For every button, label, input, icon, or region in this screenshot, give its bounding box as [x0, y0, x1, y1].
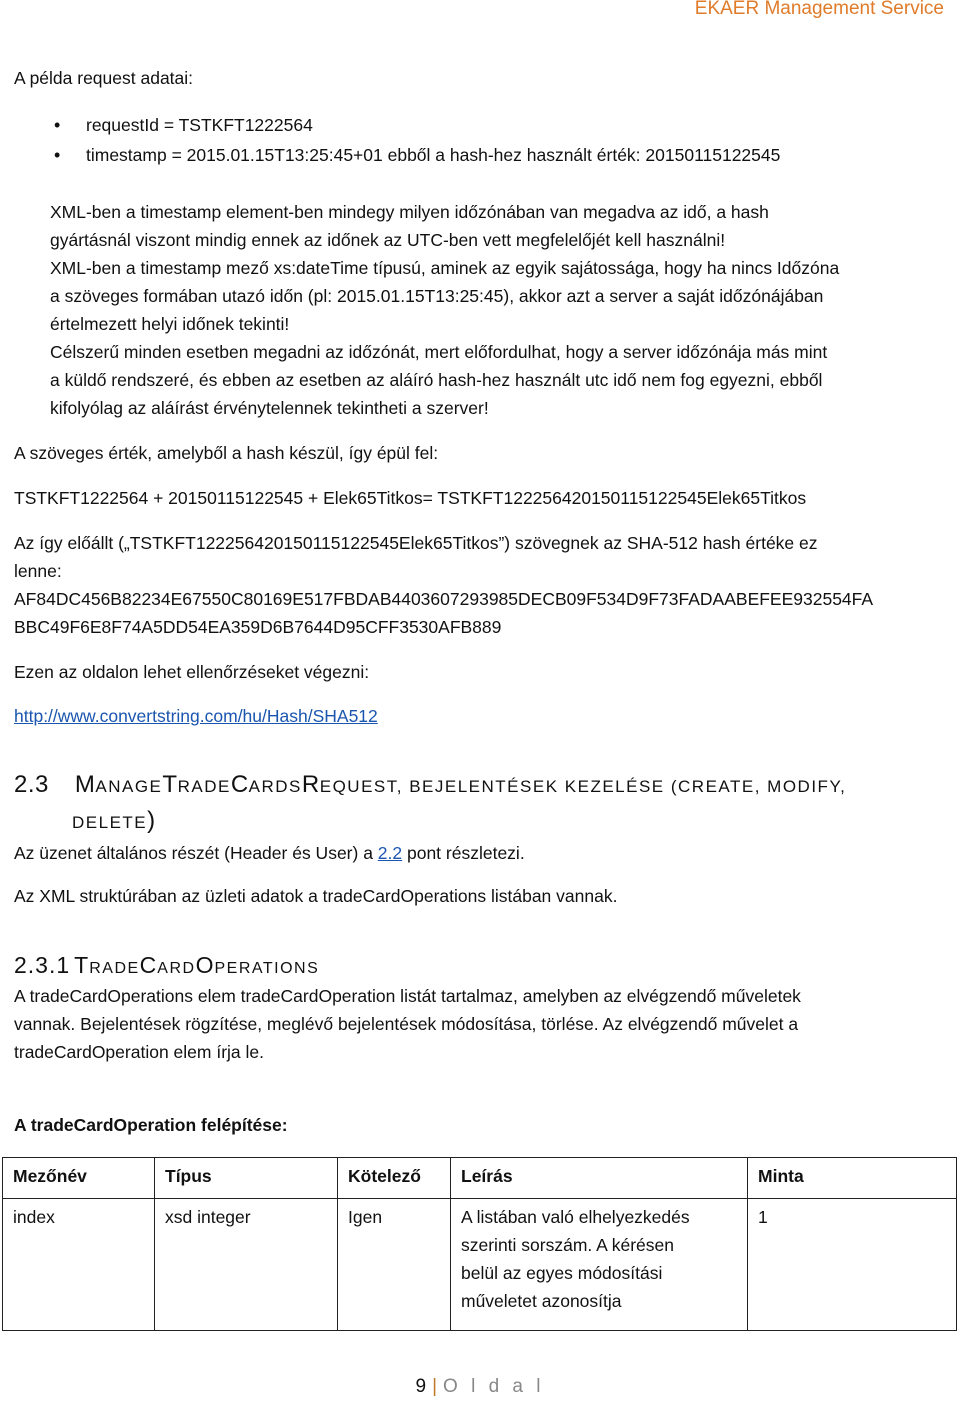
- table-header-row: [3, 1158, 957, 1199]
- cell-type: xsd integer: [155, 1199, 338, 1331]
- section-paragraph: Az üzenet általános részét (Header és User) a 2.2 pont részletezi.: [14, 843, 525, 863]
- note-line: gyártásnál viszont mindig ennek az időnek az UTC-ben vett megfelelőjét kell használni!: [50, 230, 726, 250]
- bullet-item: timestamp = 2015.01.15T13:25:45+01 ebből a hash-hez használt érték: 20150115122545: [86, 145, 781, 165]
- running-header: EKAER Management Service: [694, 0, 944, 19]
- cell-required: Igen: [338, 1199, 451, 1331]
- cell-field: index: [3, 1199, 155, 1331]
- footer-divider: |: [432, 1376, 438, 1397]
- section-heading: 2.3 MANAGETRADECARDSREQUEST, BEJELENTÉSEK KEZELÉSE (CREATE, MODIFY, DELETE): [14, 771, 847, 834]
- page-word: O l d a l: [443, 1376, 545, 1397]
- col-header: Típus: [155, 1158, 338, 1199]
- hash-formula: TSTKFT1222564 + 20150115122545 + Elek65Titkos= TSTKFT122256420150115122545Elek65Titkos: [14, 488, 807, 508]
- col-header: Minta: [748, 1158, 957, 1199]
- bullet-item: requestId = TSTKFT1222564: [86, 115, 313, 135]
- note-line: XML-ben a timestamp element-ben mindegy milyen időzónában van megadva az idő, a hash: [50, 202, 769, 222]
- table-row: [3, 1199, 957, 1331]
- cell-description: A listában való elhelyezkedés szerinti sorszám. A kérésen belül az egyes módosítási műveletet azonosítja: [451, 1199, 748, 1331]
- cell-sample: 1: [748, 1199, 957, 1331]
- hash-intro: A szöveges érték, amelyből a hash készül, így épül fel:: [14, 443, 439, 463]
- subsection-heading: 2.3.1 TRADECARDOPERATIONS: [14, 952, 320, 978]
- check-text: Ezen az oldalon lehet ellenőrzéseket végezni:: [14, 662, 370, 682]
- page-footer: [0, 1376, 960, 1398]
- note-line: a küldő rendszeré, és ebben az esetben az aláíró hash-hez használt utc idő nem fog egyezni, ebből: [50, 370, 823, 390]
- section-paragraph: Az XML struktúrában az üzleti adatok a tradeCardOperations listában vannak.: [14, 886, 618, 906]
- result-text: lenne:: [14, 561, 62, 581]
- note-line: értelmezett helyi időnek tekinti!: [50, 314, 290, 334]
- col-header: Leírás: [451, 1158, 748, 1199]
- bullet-icon: •: [54, 115, 61, 135]
- col-header: Kötelező: [338, 1158, 451, 1199]
- note-line: Célszerű minden esetben megadni az időzónát, mert előfordulhat, hogy a server időzónája más mint: [50, 342, 828, 362]
- page-number: 9: [415, 1376, 427, 1397]
- bullet-icon: •: [54, 145, 61, 165]
- subsection-line: vannak. Bejelentések rögzítése, meglévő bejelentések módosítása, törlése. Az elvégzendő művelet a: [14, 1014, 799, 1034]
- fields-table: [2, 1157, 957, 1331]
- note-line: a szöveges formában utazó időn (pl: 2015.01.15T13:25:45), akkor azt a server a saját időzónájában: [50, 286, 824, 306]
- sha512-link[interactable]: http://www.convertstring.com/hu/Hash/SHA512: [14, 706, 378, 726]
- col-header: Mezőnév: [3, 1158, 155, 1199]
- section-number: 2.3: [14, 771, 49, 798]
- note-line: kifolyólag az aláírást érvénytelennek tekintheti a szerver!: [50, 398, 489, 418]
- subsection-line: tradeCardOperation elem írja le.: [14, 1042, 264, 1062]
- subsection-line: A tradeCardOperations elem tradeCardOperation listát tartalmaz, amelyben az elvégzendő műveletek: [14, 986, 801, 1006]
- section-link[interactable]: 2.2: [377, 843, 403, 863]
- hash-value: AF84DC456B82234E67550C80169E517FBDAB4403607293985DECB09F534D9F73FADAABEFEE932554FA: [14, 589, 874, 609]
- structure-title: A tradeCardOperation felépítése:: [14, 1115, 288, 1135]
- result-text: Az így előállt („TSTKFT122256420150115122545Elek65Titkos”) szövegnek az SHA-512 hash értéke ez: [14, 533, 818, 553]
- hash-value: BBC49F6E8F74A5DD54EA359D6B7644D95CFF3530AFB889: [14, 617, 502, 637]
- intro-text: A példa request adatai:: [14, 68, 194, 88]
- note-line: XML-ben a timestamp mező xs:dateTime típusú, aminek az egyik sajátossága, hogy ha nincs Időzóna: [50, 258, 840, 278]
